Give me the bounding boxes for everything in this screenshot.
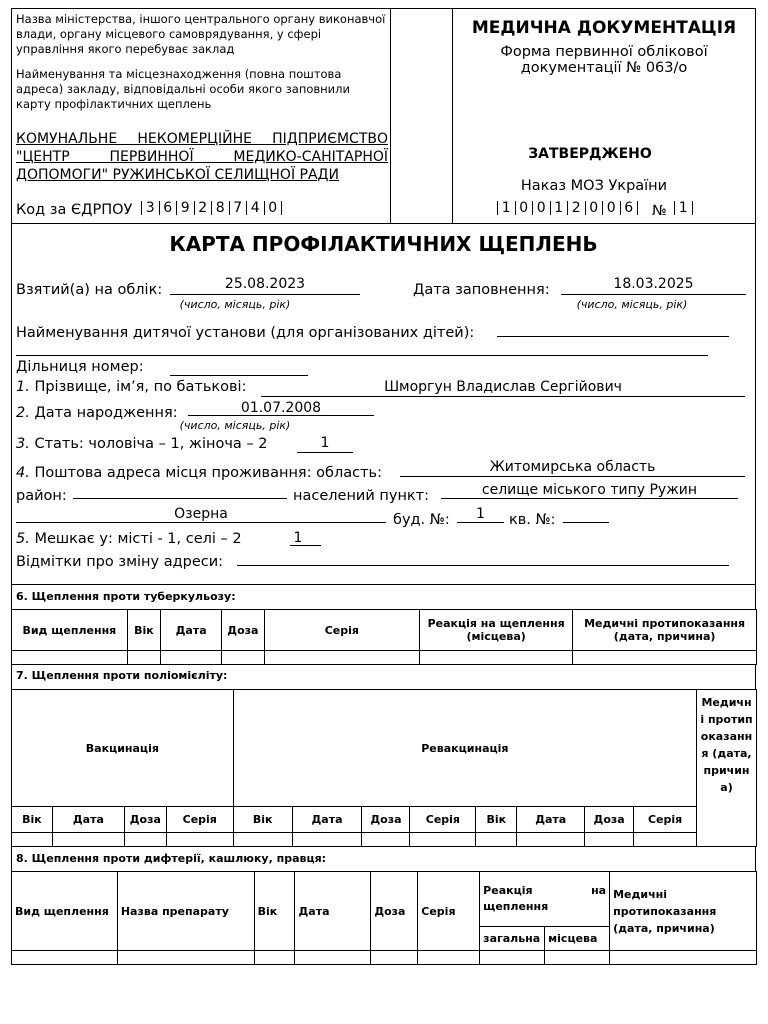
filled-line (561, 294, 746, 295)
settlement-line (441, 498, 738, 499)
institution-name: КОМУНАЛЬНЕ НЕКОМЕРЦІЙНЕ ПІДПРИЄМСТВО "ЦЕНТР ПЕРВИННОЇ МЕДИКО-САНІТАРНОЇ ДОПОМОГИ" РУЖИНСЬКОЇ СЕЛИЩНОЇ РАДИ (16, 131, 388, 183)
order-digit: 0 (602, 201, 620, 215)
house-line (457, 522, 504, 523)
sec7-sub-series: Серія (410, 807, 476, 833)
sec6-col-contra: Медичні протипоказання (дата, причина) (573, 610, 757, 651)
sec7-sub-dose: Доза (124, 807, 166, 833)
order-digit: 2 (567, 201, 585, 215)
sec7-sub-series: Серія (634, 807, 697, 833)
address-change-line[interactable] (237, 565, 729, 566)
table-cell[interactable] (634, 833, 697, 847)
sec7-revaccination: Ревакцинація (233, 690, 696, 807)
sec8-col-local: місцева (545, 927, 610, 951)
table-cell[interactable] (254, 951, 295, 965)
institution-label: Найменування та місцезнаходження (повна поштова адреса) закладу, відповідальні особи якого заповнили карту профілактичних щеплень (16, 67, 350, 111)
page-title: КАРТА ПРОФІЛАКТИЧНИХ ЩЕПЛЕНЬ (169, 232, 598, 256)
sec8-title: 8. Щеплення проти дифтерії, кашлюку, правця: (16, 852, 327, 865)
address-label-text: Поштова адреса місця проживання: область: (34, 465, 382, 481)
sex-label-text: Стать: чоловіча – 1, жіноча – 2 (34, 436, 268, 452)
sec8-col-age: Вік (254, 872, 295, 951)
sec7-sub-date: Дата (292, 807, 362, 833)
approved-label: ЗАТВЕРДЖЕНО (528, 146, 652, 162)
sex-label (16, 436, 268, 452)
edrpou-digit: 6 (159, 201, 177, 215)
edrpou-digit: 9 (176, 201, 194, 215)
district-label: Дільниця номер: (16, 359, 144, 375)
address-change-label: Відмітки про зміну адреси: (16, 554, 224, 570)
filled-value[interactable]: 18.03.2025 (613, 276, 694, 292)
sec8-col-type: Вид щеплення (12, 872, 118, 951)
edrpou-digit: 8 (211, 201, 229, 215)
ministry-label: Назва міністерства, іншого центрального органу виконавчої влади, органу місцевого самоврядування, у сфері управління якого перебуває заклад (16, 12, 386, 56)
edrpou-digit: 2 (194, 201, 212, 215)
sec6-col-age: Вік (127, 610, 160, 651)
registered-value[interactable]: 25.08.2023 (224, 276, 306, 292)
sec6-col-dose: Доза (222, 610, 265, 651)
birth-num: 2. (16, 405, 30, 421)
sec7-sub-dose: Доза (362, 807, 410, 833)
sec6-title: 6. Щеплення проти туберкульозу: (16, 590, 236, 603)
dtp-table (11, 871, 757, 965)
order-digit: 0 (585, 201, 603, 215)
address-label (16, 465, 382, 481)
registered-label: Взятий(а) на облік: (16, 282, 163, 298)
street-value[interactable]: Озерна (174, 506, 228, 522)
table-cell[interactable] (585, 833, 634, 847)
table-cell[interactable] (52, 833, 124, 847)
order-no (674, 201, 693, 215)
table-cell[interactable] (12, 951, 118, 965)
tuberculosis-table (11, 609, 757, 665)
table-cell[interactable] (610, 951, 757, 965)
sec6-col-reaction: Реакція на щеплення (місцева) (419, 610, 572, 651)
header-mid-box (390, 8, 453, 224)
sec6-col-type: Вид щеплення (12, 610, 128, 651)
sec7-sub-date: Дата (517, 807, 585, 833)
registered-hint: (число, місяць, рік) (179, 298, 291, 311)
settlement-value[interactable]: селище міського типу Ружин (481, 482, 698, 498)
table-row (12, 951, 757, 965)
raion-label: район: (16, 488, 67, 504)
filled-label: Дата заповнення: (413, 282, 550, 298)
name-line (261, 396, 745, 397)
sec8-col-reaction: Реакція на щеплення (480, 872, 610, 927)
birth-value[interactable]: 01.07.2008 (240, 400, 322, 416)
table-cell[interactable] (419, 651, 572, 665)
sec6-col-date: Дата (161, 610, 222, 651)
order-no-label: № (652, 203, 667, 219)
table-cell[interactable] (233, 833, 292, 847)
region-line (400, 476, 745, 477)
sex-num: 3. (16, 436, 30, 452)
sec6-col-series: Серія (264, 610, 419, 651)
raion-line[interactable] (73, 498, 287, 499)
sex-value[interactable]: 1 (320, 435, 330, 451)
sec7-sub-dose: Доза (585, 807, 634, 833)
house-label: буд. №: (393, 512, 450, 528)
sec7-sub-series: Серія (166, 807, 233, 833)
table-cell[interactable] (371, 951, 418, 965)
lives-label (16, 531, 242, 547)
child-institution-line2[interactable] (16, 355, 708, 356)
edrpou-digit: 0 (264, 201, 283, 215)
edrpou-digit: 3 (141, 201, 159, 215)
sec7-vaccination: Вакцинація (12, 690, 234, 807)
polio-table (11, 689, 757, 847)
table-cell[interactable] (573, 651, 757, 665)
table-cell[interactable] (161, 651, 222, 665)
table-cell[interactable] (362, 833, 410, 847)
order-digit: 1 (497, 201, 515, 215)
sec7-sub-age: Вік (476, 807, 517, 833)
sec8-col-general: загальна (480, 927, 545, 951)
lives-label-text: Мешкає у: місті - 1, селі – 2 (34, 531, 242, 547)
name-label-text: Прізвище, ім’я, по батькові: (34, 379, 247, 395)
sec7-title: 7. Щеплення проти поліомієліту: (16, 669, 228, 682)
district-line[interactable] (170, 375, 308, 376)
birth-label (16, 405, 178, 421)
house-value[interactable]: 1 (476, 506, 485, 522)
sec8-col-series: Серія (418, 872, 480, 951)
sec7-contra: Медичні протипоказання (дата, причина) (697, 690, 757, 847)
table-cell[interactable] (127, 651, 160, 665)
order-digit: 1 (550, 201, 568, 215)
table-cell[interactable] (410, 833, 476, 847)
edrpou-code (141, 201, 282, 215)
table-cell[interactable] (292, 833, 362, 847)
edrpou-digit: 7 (229, 201, 247, 215)
table-cell[interactable] (117, 951, 254, 965)
table-cell[interactable] (545, 951, 610, 965)
registered-line (170, 294, 360, 295)
med-doc-title: МЕДИЧНА ДОКУМЕНТАЦІЯ (471, 18, 737, 38)
sec8-col-drug: Назва препарату (117, 872, 254, 951)
birth-hint: (число, місяць, рік) (179, 419, 291, 432)
form-line2: документації № 063/о (520, 60, 688, 76)
order-digit: 6 (620, 201, 639, 215)
table-cell[interactable] (12, 833, 53, 847)
name-label (16, 379, 246, 395)
lives-num: 5. (16, 531, 30, 547)
table-cell[interactable] (476, 833, 517, 847)
name-value[interactable]: Шморгун Владислав Сергійович (384, 379, 622, 395)
region-value[interactable]: Житомирська область (489, 459, 656, 475)
table-cell[interactable] (264, 651, 419, 665)
table-row (12, 651, 757, 665)
order-label: Наказ МОЗ України (520, 178, 668, 194)
table-cell[interactable] (222, 651, 265, 665)
name-num: 1. (16, 379, 30, 395)
table-cell[interactable] (480, 951, 545, 965)
table-cell[interactable] (12, 651, 128, 665)
child-institution-line[interactable] (497, 336, 729, 337)
settlement-label: населений пункт: (293, 488, 430, 504)
edrpou-digit: 4 (246, 201, 264, 215)
street-line (16, 522, 386, 523)
flat-line[interactable] (563, 522, 609, 523)
sec8-col-dose: Доза (371, 872, 418, 951)
flat-label: кв. №: (509, 512, 556, 528)
order-digit: 0 (515, 201, 533, 215)
table-cell[interactable] (517, 833, 585, 847)
sex-line (297, 452, 353, 453)
order-no-digit: 1 (674, 201, 693, 215)
order-code (497, 201, 638, 215)
child-institution-label: Найменування дитячої установи (для організованих дітей): (16, 325, 475, 341)
table-cell[interactable] (124, 833, 166, 847)
sec8-col-date: Дата (295, 872, 371, 951)
table-cell[interactable] (166, 833, 233, 847)
sec8-col-contra: Медичні протипоказання (дата, причина) (610, 872, 757, 951)
filled-hint: (число, місяць, рік) (576, 298, 688, 311)
form-line1: Форма первинної облікової (500, 44, 708, 60)
sec7-sub-age: Вік (233, 807, 292, 833)
sec7-sub-age: Вік (12, 807, 53, 833)
lives-value[interactable]: 1 (293, 530, 303, 546)
table-cell[interactable] (418, 951, 480, 965)
address-num: 4. (16, 465, 30, 481)
order-digit: 0 (532, 201, 550, 215)
table-row (12, 833, 757, 847)
birth-label-text: Дата народження: (34, 405, 178, 421)
table-cell[interactable] (295, 951, 371, 965)
edrpou-label: Код за ЄДРПОУ (16, 202, 133, 218)
sec7-sub-date: Дата (52, 807, 124, 833)
